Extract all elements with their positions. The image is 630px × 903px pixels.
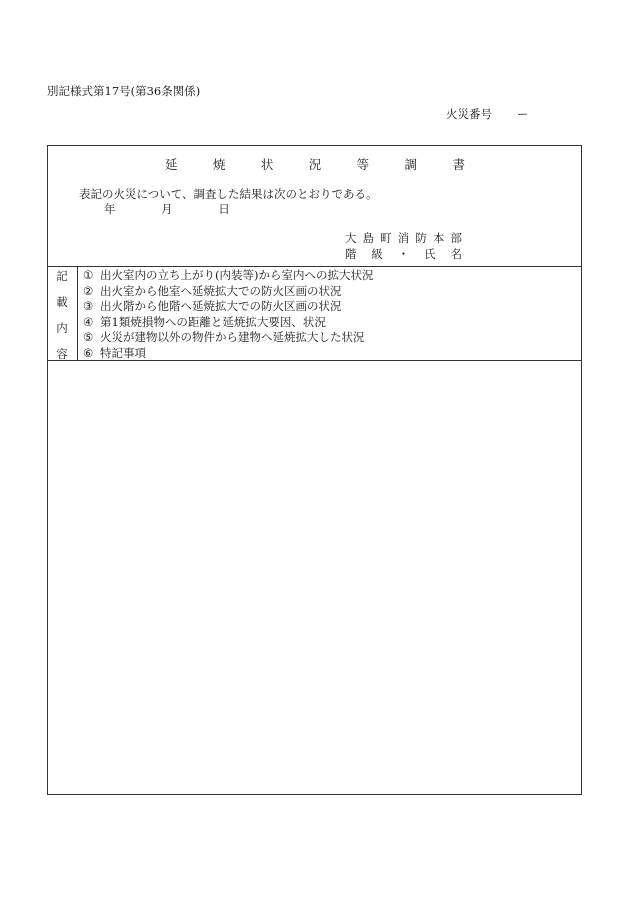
list-item <box>83 268 373 284</box>
date-month-label: 月 <box>161 202 173 216</box>
item-number: ③ <box>83 299 94 313</box>
item-number: ⑥ <box>83 345 94 360</box>
rank-char: 名 <box>450 247 462 261</box>
date-year-label: 年 <box>104 202 116 216</box>
item-text: 出火室から他室へ延焼拡大での防火区画の状況 <box>100 283 342 298</box>
date-day-label: 日 <box>218 202 230 216</box>
department-char: 防 <box>415 231 427 245</box>
form-reference: 別記様式第17号(第36条関係) <box>47 84 201 98</box>
item-number: ② <box>83 283 94 298</box>
list-item <box>83 346 373 362</box>
rank-name-line <box>345 246 462 262</box>
rank-char: ・ <box>397 247 410 261</box>
content-items-list <box>83 268 373 361</box>
title-char: 況 <box>308 157 322 172</box>
content-side-label <box>47 268 77 372</box>
department-char: 大 <box>345 231 357 245</box>
rank-char: 級 <box>371 247 383 261</box>
list-item <box>83 299 373 315</box>
department-char: 島 <box>362 231 375 245</box>
item-number: ⑤ <box>83 330 94 344</box>
title-char: 状 <box>260 157 274 172</box>
title-char: 焼 <box>212 157 226 172</box>
item-number: ④ <box>83 314 94 329</box>
item-text: 出火室内の立ち上がり(内装等)から室内への拡大状況 <box>100 268 374 282</box>
side-label-char: 載 <box>56 295 68 309</box>
side-label-char: 内 <box>56 321 68 335</box>
header-divider <box>47 266 582 267</box>
list-item <box>83 330 373 346</box>
department-char: 本 <box>432 231 445 245</box>
department-char: 部 <box>450 231 462 245</box>
side-label-divider <box>77 266 78 360</box>
fire-number-label: 火災番号 <box>446 107 492 121</box>
side-label-char: 容 <box>56 347 68 361</box>
department-char: 消 <box>397 231 410 245</box>
department-name <box>345 230 462 246</box>
title-char: 調 <box>404 157 418 172</box>
title-char: 等 <box>356 157 370 172</box>
item-text: 出火階から他階へ延焼拡大での防火区画の状況 <box>100 299 342 313</box>
title-char: 書 <box>452 157 465 172</box>
report-frame <box>47 145 582 795</box>
item-text: 火災が建物以外の物件から建物へ延焼拡大した状況 <box>100 330 365 344</box>
title-char: 延 <box>165 157 178 172</box>
document-title <box>165 155 465 173</box>
rank-char: 氏 <box>424 247 436 261</box>
item-text: 第1類焼損物への距離と延焼拡大要因、状況 <box>100 314 326 329</box>
item-number: ① <box>83 268 94 282</box>
fire-number-dash: ー <box>517 107 529 121</box>
item-text: 特記事項 <box>100 345 146 360</box>
date-row <box>104 201 230 217</box>
list-item <box>83 284 373 300</box>
side-label-char: 記 <box>56 269 68 283</box>
rank-char: 階 <box>345 247 357 261</box>
department-char: 町 <box>380 231 392 245</box>
intro-statement: 表記の火災について、調査した結果は次のとおりである。 <box>79 187 378 201</box>
list-item <box>83 315 373 331</box>
